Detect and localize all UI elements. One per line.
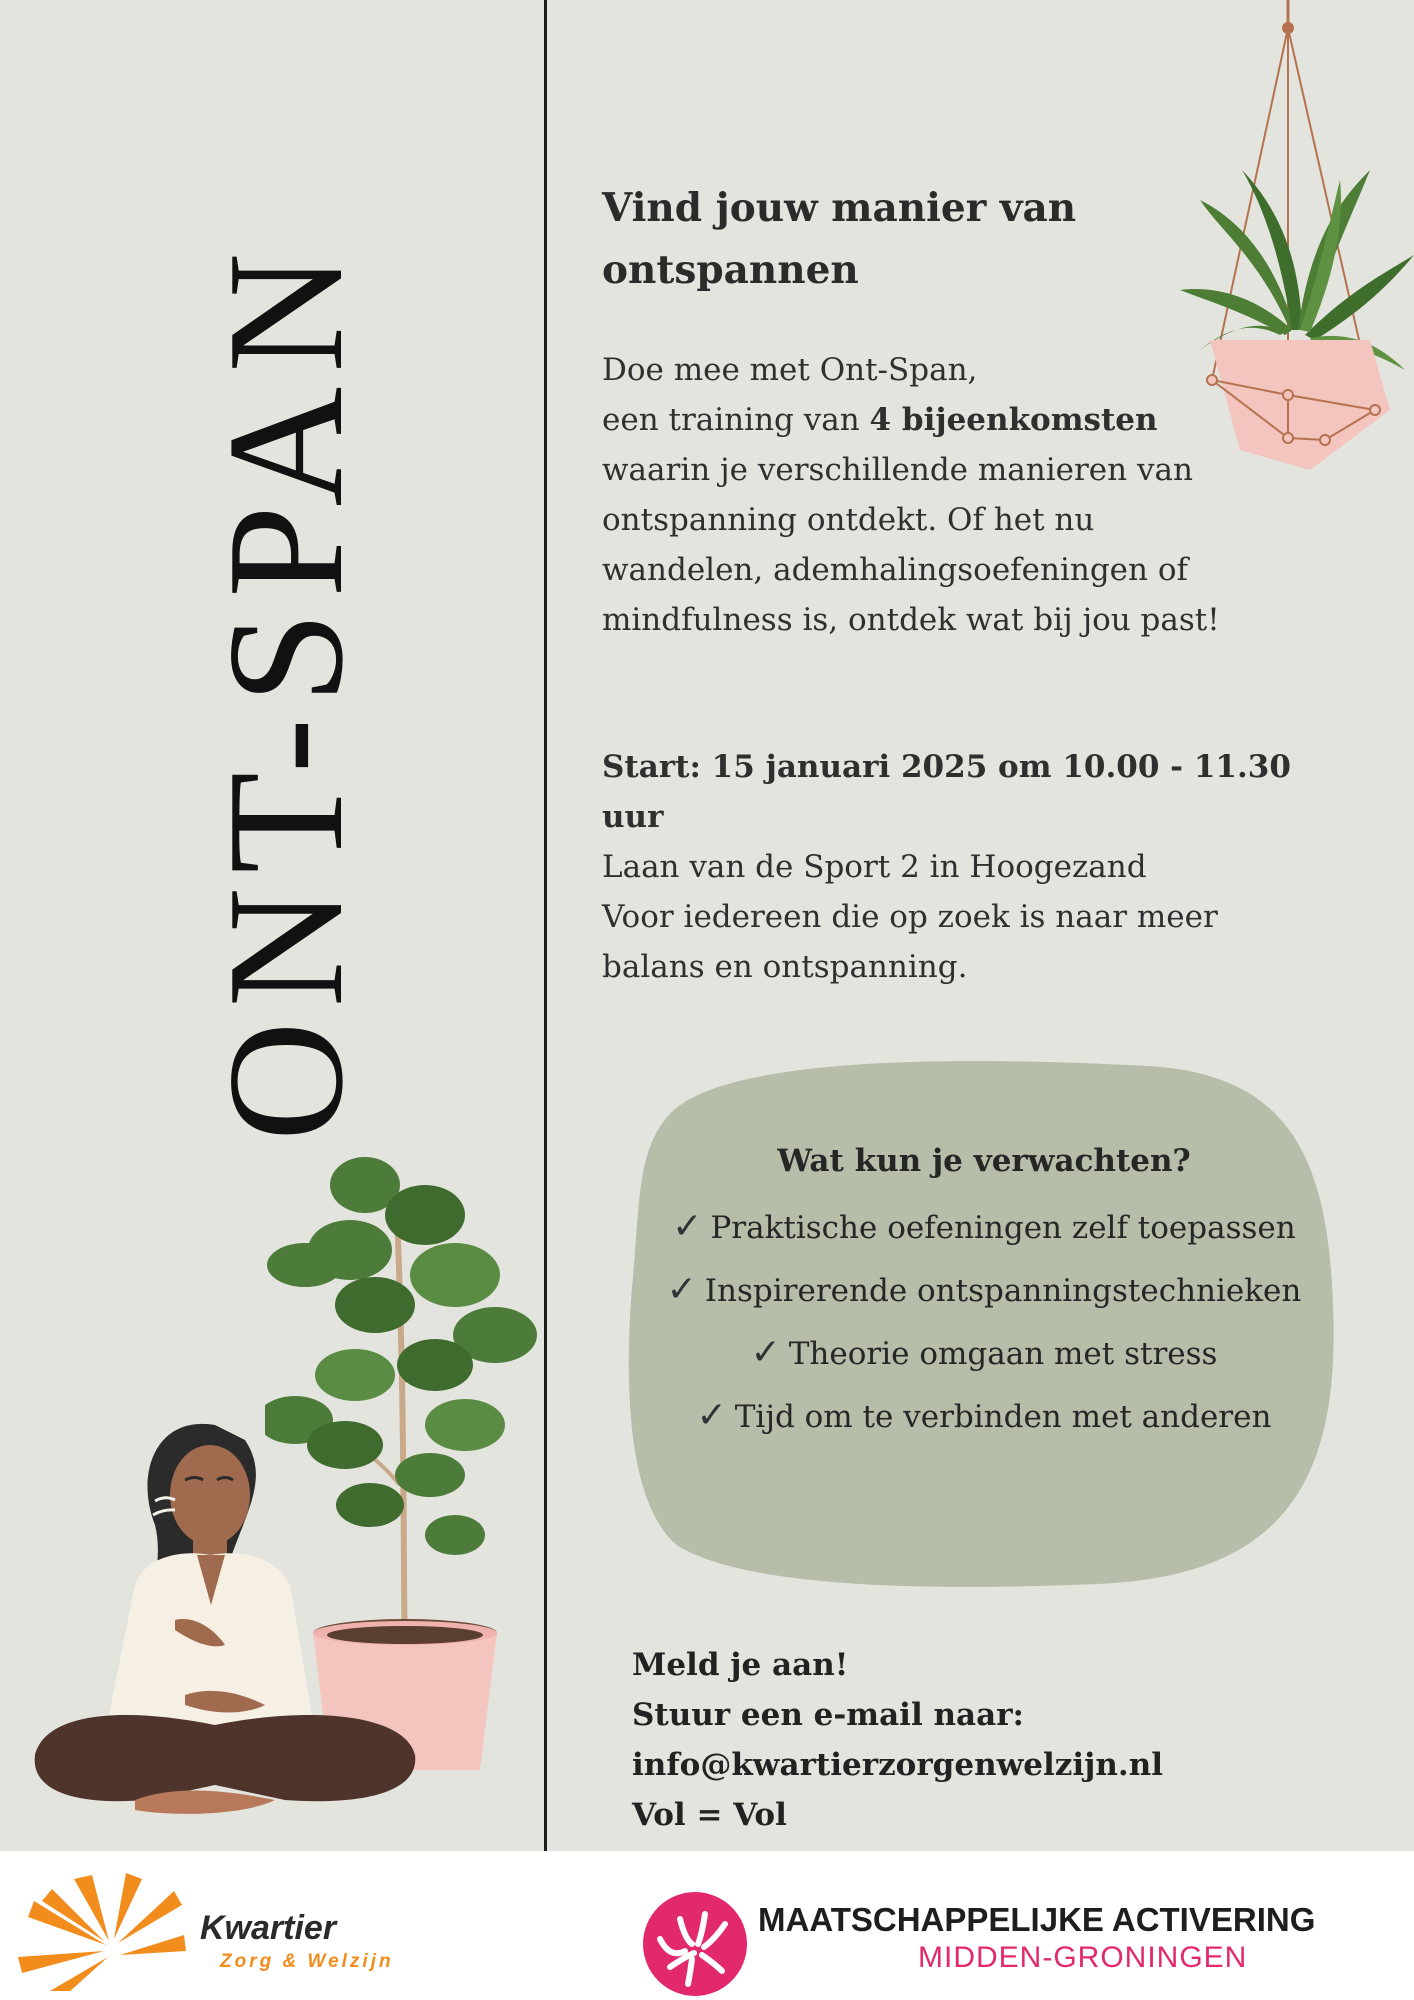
headline: Vind jouw manier van ontspannen: [602, 185, 1077, 293]
intro-line: wandelen, ademhalingsoefeningen of: [602, 552, 1188, 588]
checkmark-icon: ✓: [666, 1269, 697, 1310]
ma-title: MAATSCHAPPELIJKE ACTIVERING: [758, 1901, 1316, 1938]
event-start: Start: 15 januari 2025 om 10.00 - 11.30 uur: [602, 749, 1291, 835]
intro-line: een training van: [602, 402, 870, 438]
list-item-text: Tijd om te verbinden met anderen: [734, 1399, 1272, 1435]
intro-line: mindfulness is, ontdek wat bij jou past!: [602, 602, 1220, 638]
intro-line: ontspanning ontdekt. Of het nu: [602, 502, 1095, 538]
intro-highlight: 4 bijeenkomsten: [869, 402, 1158, 438]
intro-line: Doe mee met Ont-Span,: [602, 352, 978, 388]
event-location: Laan van de Sport 2 in Hoogezand: [602, 849, 1147, 885]
list-item: [628, 1259, 1340, 1322]
meditating-woman-illustration: [25, 1405, 425, 1825]
event-details: [602, 742, 1342, 992]
expectations: [628, 1136, 1340, 1448]
vertical-title: ONT-SPAN: [193, 238, 377, 1142]
ma-subtitle: MIDDEN-GRONINGEN: [918, 1941, 1248, 1974]
list-item-text: Theorie omgaan met stress: [788, 1336, 1218, 1372]
event-audience: balans en ontspanning.: [602, 949, 968, 985]
event-audience: Voor iedereen die op zoek is naar meer: [602, 899, 1218, 935]
signup-note: Vol = Vol: [632, 1797, 787, 1833]
footer: [0, 1851, 1414, 2000]
expectations-title: Wat kun je verwachten?: [777, 1143, 1191, 1179]
checkmark-icon: ✓: [672, 1206, 703, 1247]
kwartier-name: Kwartier: [200, 1909, 337, 1947]
list-item: [628, 1322, 1340, 1385]
kwartier-subtitle: Zorg & Welzijn: [220, 1951, 394, 1972]
intro-paragraph: [602, 345, 1302, 645]
list-item-text: Inspirerende ontspanningstechnieken: [704, 1273, 1302, 1309]
checkmark-icon: ✓: [750, 1332, 781, 1373]
list-item: [628, 1385, 1340, 1448]
checkmark-icon: ✓: [696, 1395, 727, 1436]
signup-call: Meld je aan!: [632, 1647, 849, 1683]
intro-line: waarin je verschillende manieren van: [602, 452, 1193, 488]
signup-email-link[interactable]: info@kwartierzorgenwelzijn.nl: [632, 1747, 1164, 1783]
signup-instruction: Stuur een e-mail naar:: [632, 1697, 1024, 1733]
list-item: [628, 1196, 1340, 1259]
expectations-list: [628, 1196, 1340, 1448]
signup-section: [632, 1640, 1352, 1840]
list-item-text: Praktische oefeningen zelf toepassen: [710, 1210, 1296, 1246]
ma-logo: [640, 1889, 750, 1999]
